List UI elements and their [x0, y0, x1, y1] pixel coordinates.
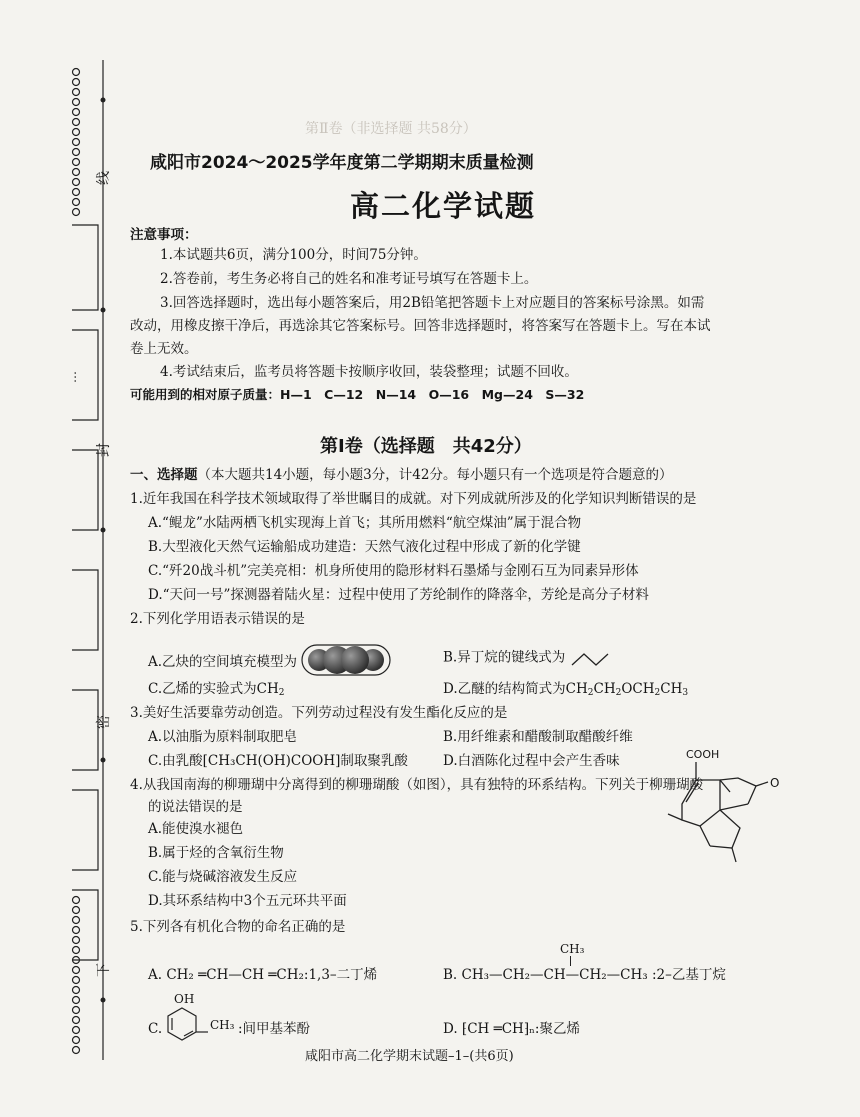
binding-hole [73, 1047, 80, 1054]
q1-option-c: C.“歼20战斗机”完美亮相：机身所使用的隐形材料石墨烯与金刚石互为同素异形体 [148, 563, 639, 579]
binding-hole [73, 897, 80, 904]
q3-option-d: D.白酒陈化过程中会产生香味 [443, 753, 620, 769]
q2-option-a-text: A.乙炔的空间填充模型为 [148, 654, 298, 670]
q5-option-b-branch: CH₃ [560, 942, 585, 956]
q1-option-a: A.“鲲龙”水陆两栖飞机实现海上首飞；其所用燃料“航空煤油”属于混合物 [148, 515, 582, 531]
gorgonian-acid-structure [660, 748, 780, 868]
bleed-through-text: 第Ⅱ卷（非选择题 共58分） [305, 121, 477, 137]
notice-item-3-end: 卷上无效。 [130, 341, 198, 357]
binding-hole [73, 199, 80, 206]
binding-char-dense: 密 [96, 715, 112, 729]
binding-hole [73, 947, 80, 954]
page-footer: 咸阳市高二化学期末试题–1–(共6页) [305, 1049, 514, 1064]
q4-option-b: B.属于烃的含氧衍生物 [148, 845, 284, 861]
q5-option-a: A. CH₂ ═CH—CH ═CH₂:1,3–二丁烯 [148, 967, 378, 983]
binding-hole [73, 89, 80, 96]
binding-hole [73, 209, 80, 216]
notice-item-4: 4.考试结束后，监考员将答题卡按顺序收回，装袋整理；试题不回收。 [160, 364, 578, 380]
notice-item-2: 2.答卷前，考生务必将自己的姓名和准考证号填写在答题卡上。 [160, 271, 538, 287]
q2-option-d-sub3: 2 [654, 688, 661, 698]
q5-option-c-label: C. [148, 1021, 163, 1037]
binding-hole [73, 1017, 80, 1024]
q2-option-c-sub: 2 [278, 688, 285, 698]
q2-option-c [148, 680, 284, 698]
q4-option-c: C.能与烧碱溶液发生反应 [148, 869, 298, 885]
q3-option-b: B.用纤维素和醋酸制取醋酸纤维 [443, 729, 633, 745]
q2-option-a [148, 642, 391, 683]
binding-hole [73, 937, 80, 944]
binding-hole [73, 1007, 80, 1014]
exam-title: 咸阳市2024～2025学年度第二学期期末质量检测 [150, 153, 534, 173]
binding-char-seal: 封 [96, 443, 112, 457]
q2-option-d-sub1: 2 [587, 688, 594, 698]
binding-hole [73, 109, 80, 116]
binding-hole [73, 179, 80, 186]
binding-char-line: 线 [96, 171, 112, 185]
notice-item-1: 1.本试题共6页，满分100分，时间75分钟。 [160, 247, 427, 263]
notice-heading: 注意事项： [130, 227, 198, 243]
q4-option-d: D.其环系结构中3个五元环共平面 [148, 893, 347, 909]
binding-hole [73, 997, 80, 1004]
q1-option-d: D.“天问一号”探测器着陆火星：过程中使用了芳纶制作的降落伞，芳纶是高分子材料 [148, 587, 649, 603]
q2-option-d-sub4: 3 [682, 688, 689, 698]
q2-option-d-part3: CH [660, 681, 683, 697]
binding-hole [73, 927, 80, 934]
q2-option-d-part2: OCH [621, 681, 655, 697]
acetylene-space-filling-model [301, 642, 391, 683]
section-1-instruction [130, 466, 672, 484]
binding-hole [73, 1037, 80, 1044]
binding-hole [73, 149, 80, 156]
atomic-mass: 可能用到的相对原子质量：H—1 C—12 N—14 O—16 Mg—24 S—32 [130, 387, 585, 402]
binding-hole [73, 129, 80, 136]
binding-hole [73, 917, 80, 924]
q1-option-b: B.大型液化天然气运输船成功建造：天然气液化过程中形成了新的化学键 [148, 539, 581, 555]
binding-margin [0, 0, 118, 1113]
binding-hole [73, 1027, 80, 1034]
q5-option-b: B. CH₃—CH₂—CH—CH₂—CH₃ :2–乙基丁烷 [443, 967, 726, 983]
q3-stem: 3.美好生活要靠劳动创造。下列劳动过程没有发生酯化反应的是 [130, 705, 508, 721]
binding-dots: … [65, 371, 79, 383]
q2-option-d-part1: CH [593, 681, 616, 697]
q2-option-d [443, 680, 688, 698]
binding-line-art [0, 0, 118, 1113]
q3-option-c: C.由乳酸[CH₃CH(OH)COOH]制取聚乳酸 [148, 753, 408, 769]
notice-item-3: 3.回答选择题时，选出每小题答案后，用2B铅笔把答题卡上对应题目的答案标号涂黑。如需 [160, 295, 705, 311]
binding-hole [73, 967, 80, 974]
isobutane-skeletal-formula [570, 648, 618, 668]
binding-hole [73, 139, 80, 146]
binding-hole [73, 69, 80, 76]
section-1-label: 一、选择题 [130, 467, 198, 483]
q2-option-c-text: C.乙烯的实验式为CH [148, 681, 279, 697]
structure-label-o: O [770, 776, 780, 790]
binding-hole [73, 99, 80, 106]
q5-option-c-name: :间甲基苯酚 [238, 1021, 311, 1037]
section-1-rule: （本大题共14小题，每小题3分，计42分。每小题只有一个选项是符合题意的） [197, 467, 673, 483]
q4-stem-line1: 4.从我国南海的柳珊瑚中分离得到的柳珊瑚酸（如图），具有独特的环系结构。下列关于柳珊瑚酸 [130, 777, 704, 793]
q2-option-b [443, 648, 618, 668]
binding-hole [73, 79, 80, 86]
q2-stem: 2.下列化学用语表示错误的是 [130, 611, 305, 627]
binding-hole [73, 159, 80, 166]
notice-item-3-cont: 改动，用橡皮擦干净后，再选涂其它答案标号。回答非选择题时，将答案写在答题卡上。写在本试 [130, 318, 711, 334]
q3-option-a: A.以油脂为原料制取肥皂 [148, 729, 298, 745]
q5-option-b-bond [570, 956, 571, 966]
q2-option-d-sub2: 2 [615, 688, 622, 698]
binding-hole [73, 907, 80, 914]
binding-hole [73, 189, 80, 196]
q4-option-a: A.能使溴水褪色 [148, 821, 244, 837]
m-cresol-ring [164, 1004, 214, 1044]
binding-hole [73, 119, 80, 126]
q2-option-b-text: B.异丁烷的键线式为 [443, 649, 566, 666]
q4-stem-line2: 的说法错误的是 [148, 799, 243, 815]
binding-hole [73, 977, 80, 984]
section-1-title: 第Ⅰ卷（选择题 共42分） [320, 436, 532, 457]
binding-hole [73, 987, 80, 994]
q1-stem: 1.近年我国在科学技术领域取得了举世瞩目的成就。对下列成就所涉及的化学知识判断错误的是 [130, 491, 697, 507]
structure-label-cooh: COOH [686, 748, 720, 761]
exam-page [120, 0, 860, 1113]
binding-char-down: 下 [96, 963, 112, 977]
q5-option-c-oh: OH [174, 992, 195, 1006]
exam-subject-title: 高二化学试题 [350, 189, 537, 223]
q5-option-c-ch3: CH₃ [210, 1018, 235, 1032]
q5-option-d: D. ⁅CH ═CH⁆ₙ:聚乙烯 [443, 1021, 580, 1037]
binding-hole [73, 169, 80, 176]
q2-option-d-text: D.乙醚的结构简式为CH [443, 681, 588, 697]
q5-stem: 5.下列各有机化合物的命名正确的是 [130, 919, 346, 935]
